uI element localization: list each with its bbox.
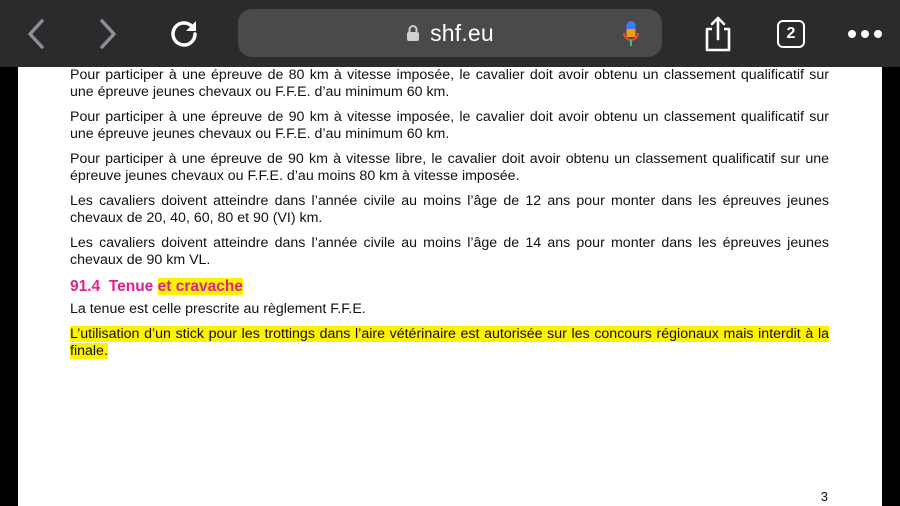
paragraph-3: Pour participer à une épreuve de 90 km à vitesse libre, le cavalier doit avoir obtenu un classement qualificatif sur une épreuve jeunes chevaux ou F.F.E. d’au moins 80 km à vitesse imposée. — [70, 151, 829, 184]
reload-button[interactable] — [160, 10, 208, 58]
pdf-page — [18, 67, 882, 506]
back-button[interactable] — [18, 10, 54, 58]
share-button[interactable] — [696, 10, 740, 58]
url-text: shf.eu — [430, 19, 494, 46]
address-bar[interactable] — [238, 9, 662, 57]
chevron-right-icon — [98, 18, 118, 50]
paragraph-2: Pour participer à une épreuve de 90 km à vitesse imposée, le cavalier doit avoir obtenu un classement qualificatif sur une épreuve jeunes chevaux ou F.F.E. d’au minimum 60 km. — [70, 109, 829, 142]
microphone-icon[interactable] — [622, 20, 640, 48]
chevron-left-icon — [26, 18, 46, 50]
section-heading — [70, 277, 829, 296]
paragraph-5: Les cavaliers doivent atteindre dans l’année civile au moins l’âge de 14 ans pour monter dans les épreuves jeunes chevaux de 90 km VL. — [70, 235, 829, 268]
page-content — [70, 67, 829, 368]
section-title: Tenue — [108, 278, 154, 295]
page-number: 3 — [820, 489, 828, 504]
reload-icon — [167, 17, 201, 51]
section-paragraph: La tenue est celle prescrite au règlement F.F.E. — [70, 301, 366, 317]
paragraph-1: Pour participer à une épreuve de 80 km à vitesse imposée, le cavalier doit avoir obtenu un classement qualificatif sur une épreuve jeunes chevaux ou F.F.E. d’au minimum 60 km. — [70, 67, 829, 100]
tabs-button[interactable] — [772, 10, 810, 58]
section-number: 91.4 — [70, 278, 101, 295]
tab-count: 2 — [777, 20, 805, 48]
paragraph-4: Les cavaliers doivent atteindre dans l’année civile au moins l’âge de 12 ans pour monter dans les épreuves jeunes chevaux de 20, 40, 60, 80 et 90 (VI) km. — [70, 193, 829, 226]
more-button[interactable] — [842, 10, 888, 58]
browser-toolbar — [0, 0, 900, 67]
more-icon — [848, 30, 882, 38]
lock-icon — [406, 24, 420, 42]
share-icon — [702, 15, 734, 53]
document-viewport[interactable] — [0, 67, 900, 506]
forward-button[interactable] — [90, 10, 126, 58]
section-title-highlighted: et cravache — [157, 278, 243, 295]
highlighted-paragraph: L’utilisation d’un stick pour les trottings dans l’aire vétérinaire est autorisée sur les concours régionaux mais interdit à la finale. — [70, 326, 829, 359]
